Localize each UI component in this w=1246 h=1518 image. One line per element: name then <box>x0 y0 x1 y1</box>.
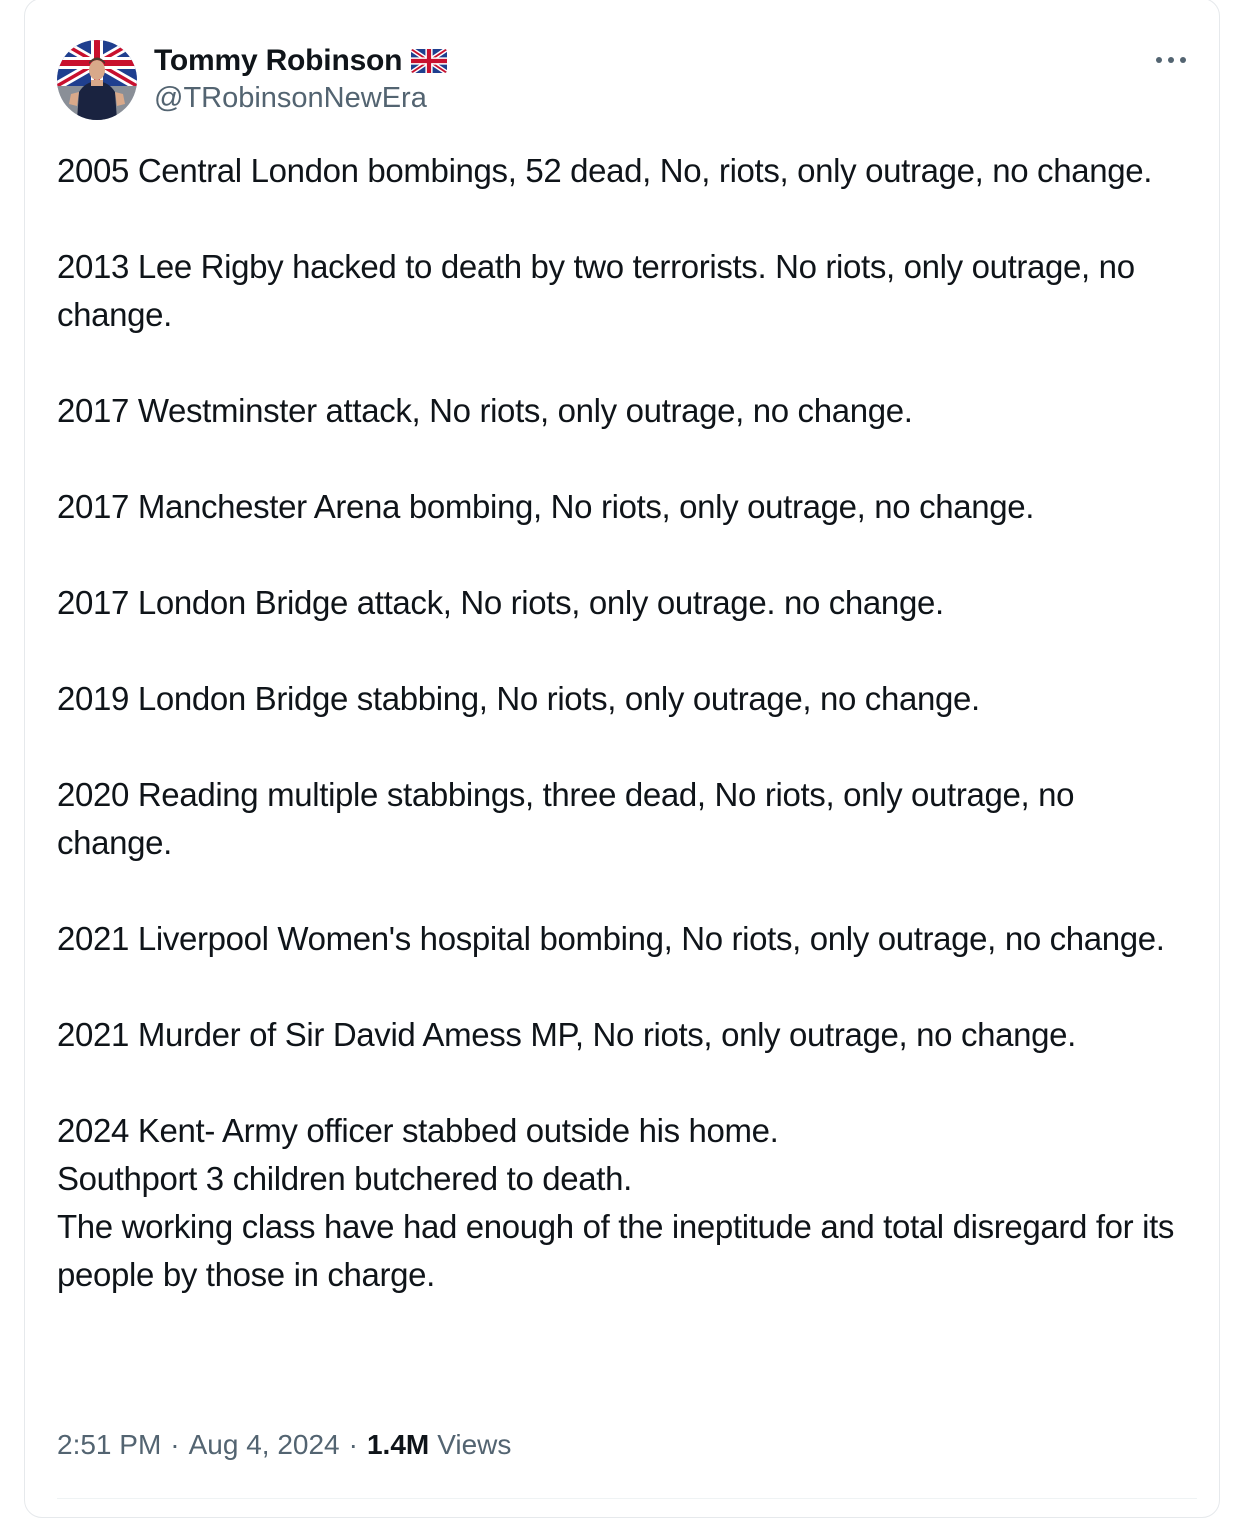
tweet-meta <box>57 1429 511 1461</box>
tweet-time-link[interactable]: 2:51 PM <box>57 1429 162 1460</box>
views-count: 1.4M <box>366 1429 430 1460</box>
tweet-paragraph: 2013 Lee Rigby hacked to death by two terrorists. No riots, only outrage, no change. <box>57 248 1144 333</box>
tweet-date-link[interactable]: Aug 4, 2024 <box>188 1429 340 1460</box>
author-handle[interactable]: @TRobinsonNewEra <box>154 82 427 114</box>
tweet-paragraph: 2020 Reading multiple stabbings, three dead, No riots, only outrage, no change. <box>57 776 1083 861</box>
author-display-name[interactable]: Tommy Robinson <box>154 44 403 77</box>
author-name-row[interactable] <box>154 42 447 80</box>
tweet-paragraph: 2005 Central London bombings, 52 dead, No, riots, only outrage, no change. <box>57 152 1153 189</box>
tweet-paragraph: 2017 London Bridge attack, No riots, only outrage. no change. <box>57 584 944 621</box>
avatar[interactable] <box>57 40 137 120</box>
ellipsis-icon <box>1150 44 1192 76</box>
more-options-button[interactable] <box>1150 44 1192 76</box>
views-label: Views <box>437 1429 512 1460</box>
tweet-paragraph: 2021 Murder of Sir David Amess MP, No riots, only outrage, no change. <box>57 1016 1076 1053</box>
uk-flag-icon <box>411 48 447 74</box>
tweet-paragraph: 2019 London Bridge stabbing, No riots, only outrage, no change. <box>57 680 980 717</box>
meta-separator: · <box>348 1429 358 1460</box>
divider <box>57 1498 1197 1499</box>
tweet-paragraph: 2017 Manchester Arena bombing, No riots, only outrage, no change. <box>57 488 1035 525</box>
tweet-paragraph: 2021 Liverpool Women's hospital bombing, No riots, only outrage, no change. <box>57 920 1165 957</box>
tweet-paragraph: 2024 Kent- Army officer stabbed outside his home. Southport 3 children butchered to death. The working class have had enough of the ineptitude and total disregard for its people by those in charge. <box>57 1112 1175 1293</box>
tweet-paragraph: 2017 Westminster attack, No riots, only outrage, no change. <box>57 392 913 429</box>
profile-photo-avatar-icon <box>57 40 137 120</box>
tweet-text <box>57 147 1197 1299</box>
meta-separator: · <box>170 1429 180 1460</box>
